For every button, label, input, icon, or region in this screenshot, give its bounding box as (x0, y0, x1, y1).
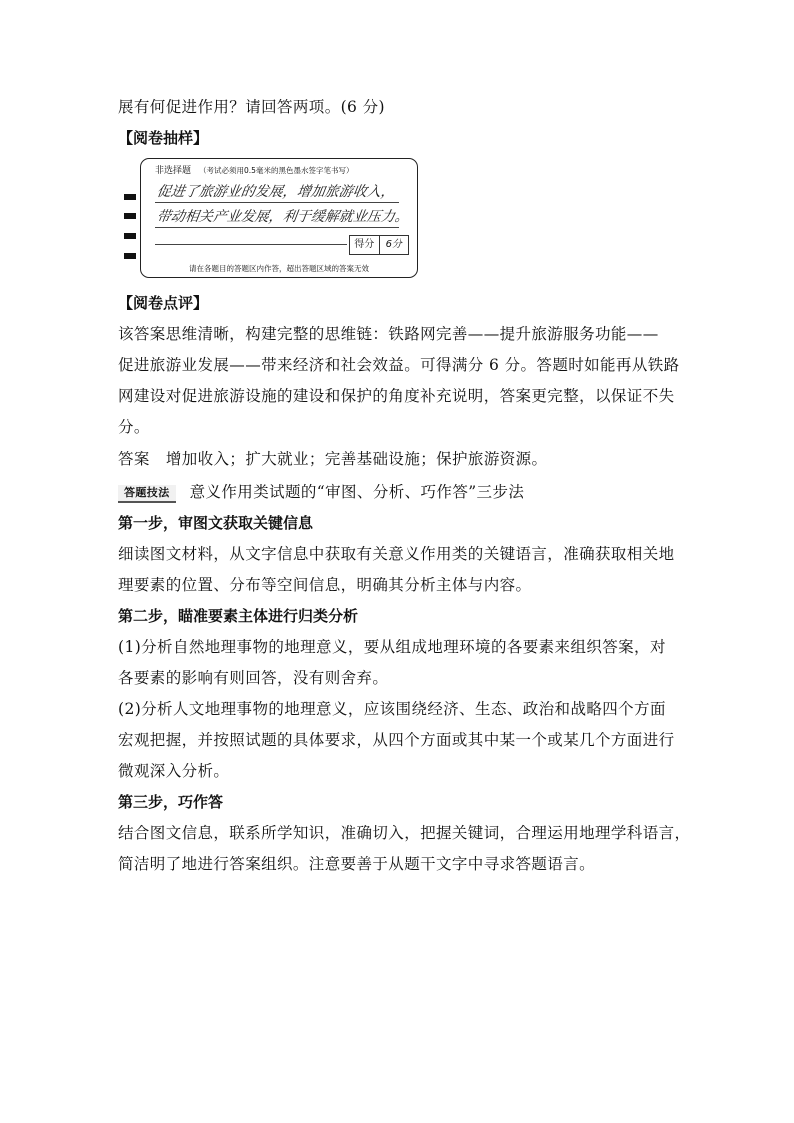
comment-line: 网建设对促进旅游设施的建设和保护的角度补充说明，答案更完整，以保证不失 (118, 387, 675, 405)
score-value: 6分 (385, 239, 402, 250)
step1-heading: 第一步，审图文获取关键信息 (118, 514, 314, 532)
answer-row (118, 449, 547, 469)
step2-line: (1)分析自然地理事物的地理意义，要从组成地理环境的各要素来组织答案，对 (118, 638, 666, 656)
sheet-header-title: 非选择题 (155, 166, 192, 176)
answer-rule (155, 202, 399, 203)
answer-rule (155, 227, 399, 228)
answer-label: 答案 (118, 450, 150, 468)
handwritten-answer-line-1: 促进了旅游业的发展，增加旅游收入， (155, 184, 396, 200)
marker-bar (124, 253, 136, 259)
section-sample-heading: 【阅卷抽样】 (118, 129, 209, 147)
method-title: 意义作用类试题的“审图、分析、巧作答”三步法 (189, 483, 525, 501)
marker-bar (124, 213, 136, 219)
sheet-header (155, 163, 353, 176)
handwritten-answer-line-2: 带动相关产业发展，利于缓解就业压力。 (155, 209, 410, 225)
score-box (349, 235, 409, 255)
step3-line: 结合图文信息，联系所学知识，准确切入，把握关键词，合理运用地理学科语言， (118, 824, 691, 842)
method-row (118, 482, 524, 503)
step1-line: 细读图文材料，从文字信息中获取有关意义作用类的关键语言，准确获取相关地 (118, 545, 675, 563)
step2-line: (2)分析人文地理事物的地理意义，应该围绕经济、生态、政治和战略四个方面 (118, 700, 666, 718)
step2-line: 宏观把握，并按照试题的具体要求，从四个方面或其中某一个或某几个方面进行 (118, 731, 675, 749)
step2-heading: 第二步，瞄准要素主体进行归类分析 (118, 607, 359, 625)
step2-line: 微观深入分析。 (118, 762, 230, 780)
step3-line: 简洁明了地进行答案组织。注意要善于从题干文字中寻求答题语言。 (118, 855, 596, 873)
score-label: 得分 (350, 236, 380, 254)
section-comment-heading: 【阅卷点评】 (118, 294, 209, 312)
question-tail: 展有何促进作用？请回答两项。(6 分) (118, 98, 385, 116)
method-tag: 答题技法 (118, 485, 176, 503)
sample-answer-sheet (140, 158, 418, 278)
marker-bar (124, 233, 136, 239)
answer-text: 增加收入；扩大就业；完善基础设施；保护旅游资源。 (165, 450, 548, 468)
answer-rule (155, 244, 347, 245)
step2-line: 各要素的影响有则回答，没有则舍弃。 (118, 669, 389, 687)
sheet-header-note: （考试必须用0.5毫米的黑色墨水签字笔书写） (199, 166, 354, 175)
sheet-footer: 请在各题目的答题区内作答，超出答题区域的答案无效 (189, 264, 369, 273)
comment-line: 该答案思维清晰，构建完整的思维链：铁路网完善——提升旅游服务功能—— (118, 325, 659, 343)
comment-line: 促进旅游业发展——带来经济和社会效益。可得满分 6 分。答题时如能再从铁路 (118, 356, 680, 374)
step3-heading: 第三步，巧作答 (118, 793, 224, 811)
marker-bar (124, 194, 136, 200)
step1-line: 理要素的位置、分布等空间信息，明确其分析主体与内容。 (118, 576, 532, 594)
comment-line: 分。 (118, 418, 150, 436)
